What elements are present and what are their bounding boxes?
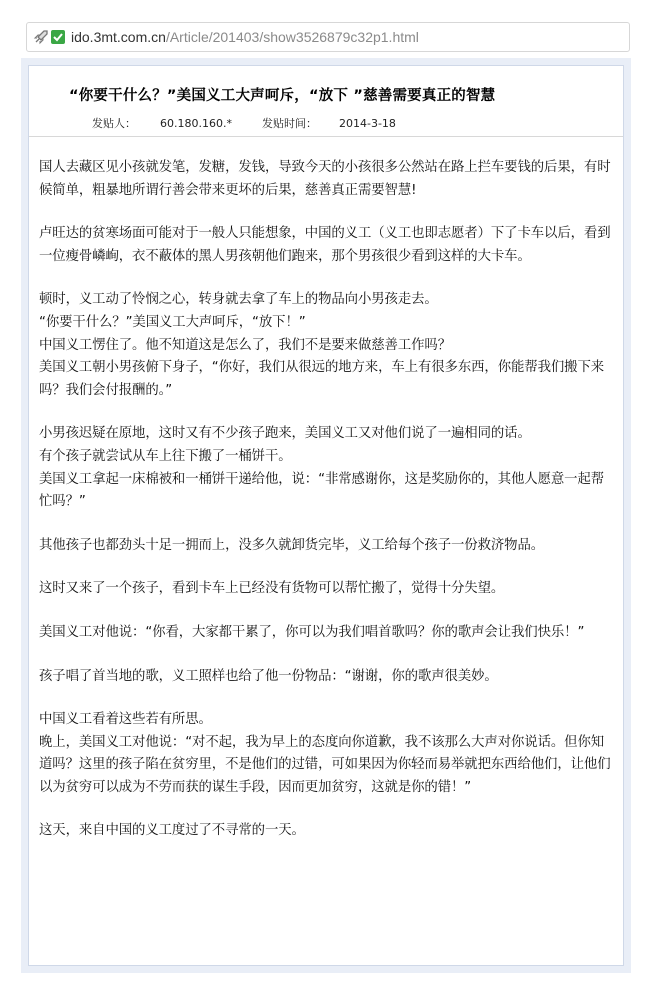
text-line: 美国义工对他说：“你看，大家都干累了，你可以为我们唱首歌吗？你的歌声会让我们快乐！” (39, 624, 585, 640)
text-line: 卢旺达的贫寒场面可能对于一般人只能想象，中国的义工（义工也即志愿者）下了卡车以后，看到一位瘦骨嶙峋，衣不蔽体的黑人男孩朝他们跑来，那个男孩很少看到这样的大卡车。 (39, 226, 611, 264)
text-line: 孩子唱了首当地的歌，义工照样也给了他一份物品：“谢谢，你的歌声很美妙。 (39, 668, 498, 684)
paragraph (39, 289, 613, 402)
text-line: 这天，来自中国的义工度过了不寻常的一天。 (39, 823, 305, 839)
text-line: 美国义工拿起一床棉被和一桶饼干递给他，说：“非常感谢你，这是奖励你的，其他人愿意一起帮忙吗？” (39, 471, 605, 510)
article-frame (21, 58, 631, 973)
paragraph (39, 535, 613, 558)
text-line: 中国义工愣住了。他不知道这是怎么了，我们不是要来做慈善工作吗？ (39, 337, 452, 353)
paragraph (39, 666, 613, 689)
post-meta (92, 115, 396, 131)
post-time-label: 发贴时间： (261, 117, 317, 130)
url-path: /Article/201403/show3526879c32p1.html (165, 29, 419, 45)
text-line: 中国义工看着这些若有所思。 (39, 712, 212, 728)
check-icon (51, 30, 65, 44)
post-time-value: 2014-3-18 (338, 117, 396, 130)
paragraph (39, 157, 613, 202)
paragraph (39, 622, 613, 645)
paragraph (39, 223, 613, 268)
text-line: 顿时，义工动了怜悯之心，转身就去拿了车上的物品向小男孩走去。 (39, 292, 438, 308)
paragraph (39, 578, 613, 601)
poster-value: 60.180.160.* (160, 117, 232, 130)
paragraph (39, 709, 613, 799)
address-bar[interactable] (26, 22, 630, 52)
url-text[interactable] (71, 29, 419, 45)
text-line: 有个孩子就尝试从车上往下搬了一桶饼干。 (39, 448, 292, 464)
title-divider (29, 136, 623, 137)
paragraph (39, 423, 613, 513)
text-line: 其他孩子也都劲头十足一拥而上，没多久就卸货完毕，义工给每个孩子一份救济物品。 (39, 537, 545, 553)
text-line: 国人去藏区见小孩就发笔，发糖，发钱，导致今天的小孩很多公然站在路上拦车要钱的后果，有时候简单，粗暴地所谓行善会带来更坏的后果，慈善真正需要智慧! (39, 160, 611, 198)
text-line: 这时又来了一个孩子，看到卡车上已经没有货物可以帮忙搬了，觉得十分失望。 (39, 581, 505, 597)
text-line: 晚上，美国义工对他说：“对不起，我为早上的态度向你道歉，我不该那么大声对你说话。但你知道吗？这里的孩子陷在贫穷里，不是他们的过错，可如果因为你轻而易举就把东西给他们，让他们以为贫穷可以成为不劳而获的谋生手段，因而更加贫穷，这就是你的错！” (39, 734, 611, 795)
article-frame-inner (28, 65, 624, 966)
text-line: 美国义工朝小男孩俯下身子，“你好，我们从很远的地方来，车上有很多东西，你能帮我们搬下来吗？我们会付报酬的。” (39, 360, 605, 398)
text-line: “你要干什么？”美国义工大声呵斥，“放下！” (39, 314, 306, 330)
text-line: 小男孩迟疑在原地，这时又有不少孩子跑来，美国义工又对他们说了一遍相同的话。 (39, 426, 531, 442)
page-title: “你要干什么？”美国义工大声呵斥，“放下 ”慈善需要真正的智慧 (69, 88, 496, 104)
paragraph (39, 820, 613, 843)
poster-label: 发贴人： (92, 117, 136, 130)
url-host: ido.3mt.com.cn (71, 29, 166, 45)
article-body (39, 157, 613, 864)
rocket-icon (33, 29, 49, 45)
